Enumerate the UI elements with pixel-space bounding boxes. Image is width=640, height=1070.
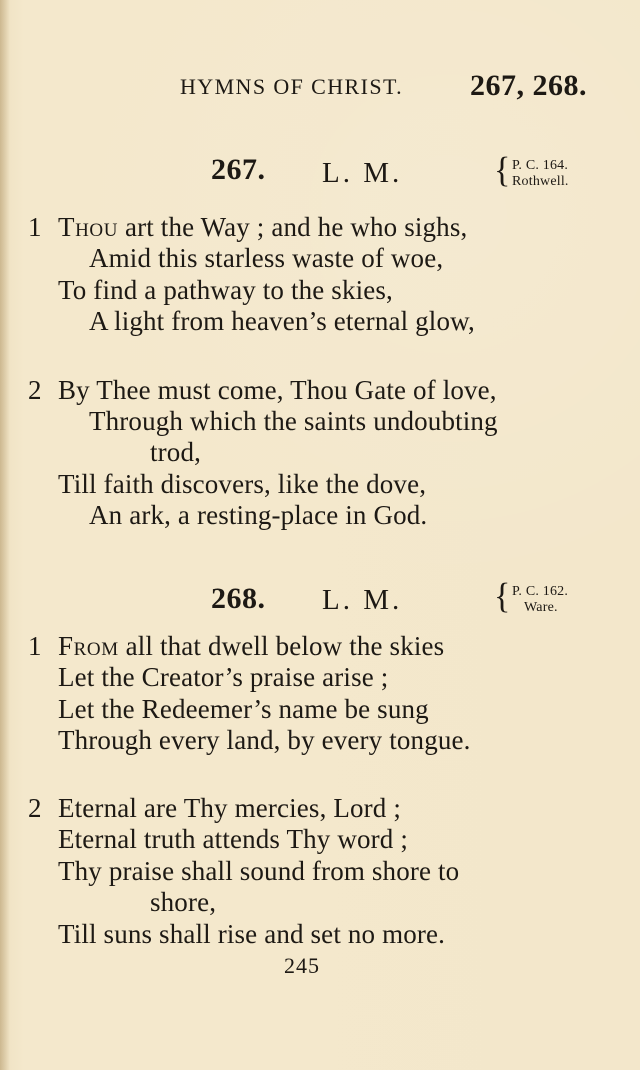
verse-line: By Thee must come, Thou Gate of love, (58, 375, 497, 405)
verse-line: To find a pathway to the skies, (58, 275, 393, 305)
hymn-meter: L. M. (322, 584, 403, 616)
tune-reference-number: P. C. 162. (512, 584, 569, 599)
hymn-number: 267. (211, 153, 266, 186)
verse-line-text: art the Way ; and he who sighs, (118, 212, 468, 242)
tune-reference-brace: { (494, 151, 511, 190)
tune-reference-brace: { (494, 577, 511, 616)
verse-line: Through every land, by every tongue. (58, 725, 471, 755)
verse-line (58, 631, 444, 662)
page-gutter-shadow (0, 0, 10, 1070)
tune-reference-number: P. C. 164. (512, 158, 569, 173)
verse-line: Let the Redeemer’s name be sung (58, 694, 429, 724)
tune-name: Rothwell. (512, 174, 569, 189)
verse-line: Till faith discovers, like the dove, (58, 469, 427, 499)
verse-number: 1 (28, 631, 42, 661)
verse-line-text: all that dwell below the skies (118, 631, 445, 661)
page-number: 245 (284, 953, 320, 978)
verse-line: Till suns shall rise and set no more. (58, 919, 446, 949)
verse-number: 2 (28, 793, 42, 823)
running-hymn-numbers: 267, 268. (470, 69, 587, 102)
verse-line (58, 212, 467, 243)
verse-leading-word: Thou (58, 212, 119, 242)
verse-line: Thy praise shall sound from shore to (58, 856, 460, 886)
verse-number: 2 (28, 375, 42, 405)
verse-line: trod, (150, 437, 201, 467)
verse-line: Eternal are Thy mercies, Lord ; (58, 793, 402, 823)
hymn-number: 268. (211, 582, 266, 615)
verse-line: An ark, a resting-place in God. (89, 500, 428, 530)
verse-line: Amid this starless waste of woe, (89, 243, 444, 273)
verse-leading-word: From (58, 631, 119, 661)
verse-number: 1 (28, 212, 42, 242)
verse-line: Through which the saints undoubting (89, 406, 498, 436)
hymn-meter: L. M. (322, 157, 403, 189)
tune-name: Ware. (524, 600, 558, 615)
verse-line: Eternal truth attends Thy word ; (58, 824, 408, 854)
verse-line: shore, (150, 887, 217, 917)
verse-line: A light from heaven’s eternal glow, (89, 306, 475, 336)
running-title: HYMNS OF CHRIST. (180, 74, 404, 99)
verse-line: Let the Creator’s praise arise ; (58, 662, 389, 692)
